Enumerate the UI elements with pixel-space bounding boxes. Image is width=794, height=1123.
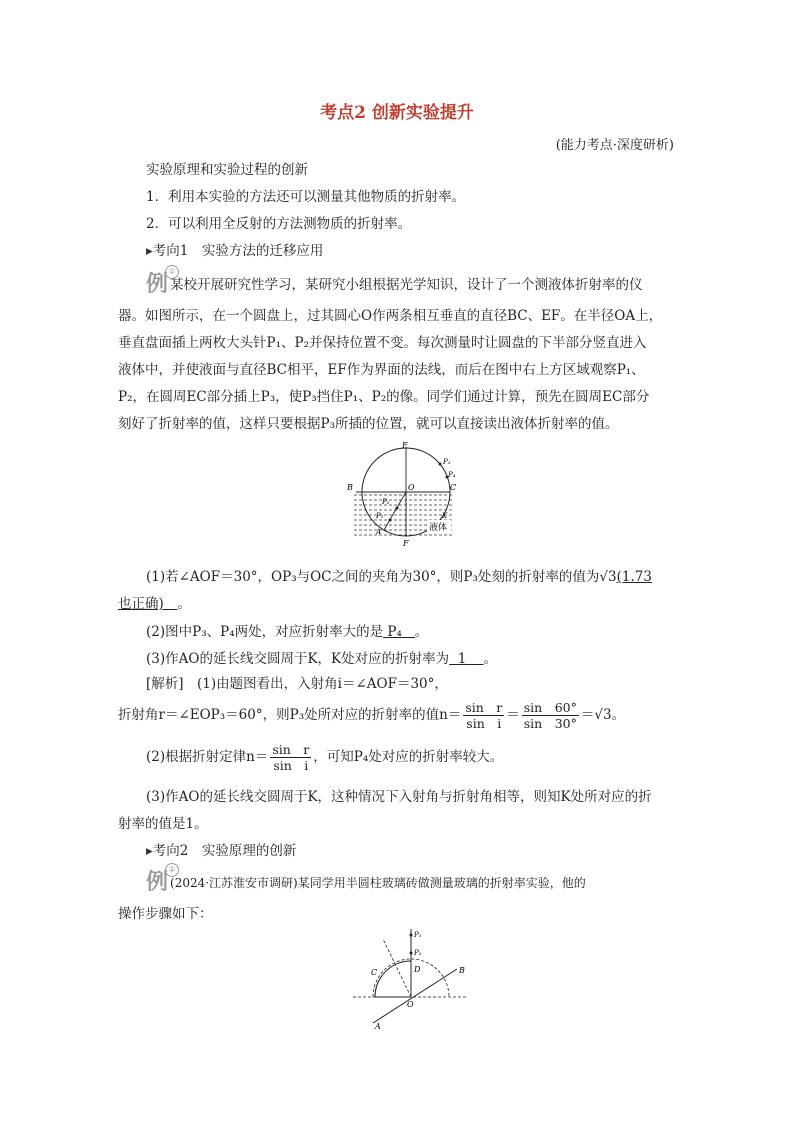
direction-1: ▸考向1 实验方法的迁移应用	[146, 243, 324, 259]
example-badge: 例 ①	[146, 270, 168, 298]
label-b: B	[347, 483, 353, 492]
intro-heading: 实验原理和实验过程的创新	[146, 162, 308, 178]
fraction-refraction-law: $\frac{\text{sin r}}{\text{sin i}}$	[272, 742, 310, 773]
solution-line-3: (2)根据折射定律n＝ $\frac{\text{sin r}}{\text{sin i}}$ ，可知P₄处对应的折射率较大。	[146, 742, 504, 773]
construction-line	[383, 939, 411, 997]
fraction-sin60-over-sin30: $\frac{\sin 60^\circ}{\sin 30^\circ}$	[523, 700, 577, 731]
pin-p1-marker	[410, 934, 413, 937]
example-2-line-2: 操作步骤如下：	[118, 906, 213, 922]
line-ab	[373, 969, 457, 1023]
label-p2: P₂	[382, 498, 390, 506]
label-f: F	[403, 539, 409, 548]
answer-1: (1.73	[616, 569, 652, 585]
section-title: 考点2 创新实验提升	[320, 103, 474, 123]
pin-p2-marker	[410, 952, 413, 955]
label-c: C	[450, 483, 457, 492]
label-p3: P₃	[443, 458, 451, 466]
example-badge: 例 ②	[146, 868, 168, 896]
solution-line-1: [解析] (1)由题图看出，入射角i＝∠AOF＝30°，	[146, 676, 448, 692]
question-2: (2)图中P₃、P₄两处，对应折射率大的是 P₄ 。	[146, 624, 429, 640]
figure-2-semicylinder-diagram	[345, 925, 475, 1030]
label-e: E	[402, 441, 408, 450]
label-p4: P₄	[448, 471, 456, 479]
example-1-line-1: 例 ① 某校开展研究性学习，某研究小组根据光学知识，设计了一个测液体折射率的仪	[146, 267, 643, 297]
solution-line-5: 射率的值是1。	[118, 816, 208, 832]
label-liquid: 液体	[429, 523, 448, 533]
intro-point-1: 1．利用本实验的方法还可以测量其他物质的折射率。	[146, 189, 466, 205]
question-3: (3)作AO的延长线交圆周于K，K处对应的折射率为 1 。	[146, 651, 497, 667]
figure-1-disc-diagram	[340, 440, 480, 550]
label-b: B	[459, 966, 465, 975]
fraction-sin-r-over-sin-i: $\frac{\text{sin r}}{\text{sin i}}$	[465, 700, 503, 731]
solution-line-4: (3)作AO的延长线交圆周于K，这种情况下入射角与折射角相等，则知K处所对应的折	[146, 789, 652, 805]
intro-point-2: 2．可以利用全反射的方法测物质的折射率。	[146, 216, 412, 232]
example-1-line-2: 器。如图所示，在一个圆盘上，过其圆心O作两条相互垂直的直径BC、EF。在半径OA上，	[118, 308, 663, 324]
example-number-icon: ②	[165, 863, 179, 877]
pin-p3-marker	[439, 463, 442, 466]
answer-2: P₄	[387, 624, 402, 640]
label-a: A	[376, 528, 382, 536]
example-1-line-4: 液体中，并使液面与直径BC相平，EF作为界面的法线，而后在图中右上方区域观察P₁、	[118, 362, 645, 378]
section-tag: (能力考点·深度研析)	[555, 138, 674, 153]
pointer-icon: ▸	[146, 243, 153, 259]
example-2-line-1: 例 ② (2024·江苏淮安市调研)某同学用半圆柱玻璃砖做测量玻璃的折射率实验，他的	[146, 865, 586, 895]
example-1-line-5: P₂，在圆周EC部分插上P₃，使P₃挡住P₁、P₂的像。同学们通过计算，预先在圆周EC部分	[118, 389, 650, 405]
label-k: K	[442, 512, 448, 520]
solution-line-2: 折射角r＝∠EOP₃＝60°，则P₃处所对应的折射率的值n＝ $\frac{\text{sin r}}{\text{sin i}}$ ＝ $\frac{\sin 60^\circ}{\sin 30^\circ}$ ＝√3。	[118, 700, 626, 731]
pin-p1-marker	[389, 519, 392, 522]
example-1-line-6: 刻好了折射率的值，这样只要根据P₃所插的位置，就可以直接读出液体折射率的值。	[118, 416, 619, 432]
example-number-icon: ①	[165, 265, 179, 279]
question-1: (1)若∠AOF＝30°，OP₃与OC之间的夹角为30°，则P₃处刻的折射率的值为√3(1.73	[146, 569, 652, 585]
label-p2: P₂	[414, 949, 422, 957]
pin-p2-marker	[396, 507, 399, 510]
label-c: C	[371, 968, 378, 977]
label-o: O	[408, 483, 415, 492]
label-o: O	[407, 1000, 414, 1009]
label-p1: P₁	[376, 512, 384, 520]
label-p1: P₁	[414, 931, 422, 939]
example-1-line-3: 垂直盘面插上两枚大头针P₁、P₂并保持位置不变。每次测量时让圆盘的下半部分竖直进入	[118, 335, 647, 351]
question-1-cont: 也正确) 。	[118, 596, 191, 612]
label-d: D	[414, 965, 421, 974]
answer-3: 1	[457, 651, 467, 667]
label-a: A	[375, 1022, 381, 1030]
glass-semicylinder	[375, 961, 411, 997]
pointer-icon: ▸	[146, 843, 153, 859]
direction-2: ▸考向2 实验原理的创新	[146, 843, 297, 859]
